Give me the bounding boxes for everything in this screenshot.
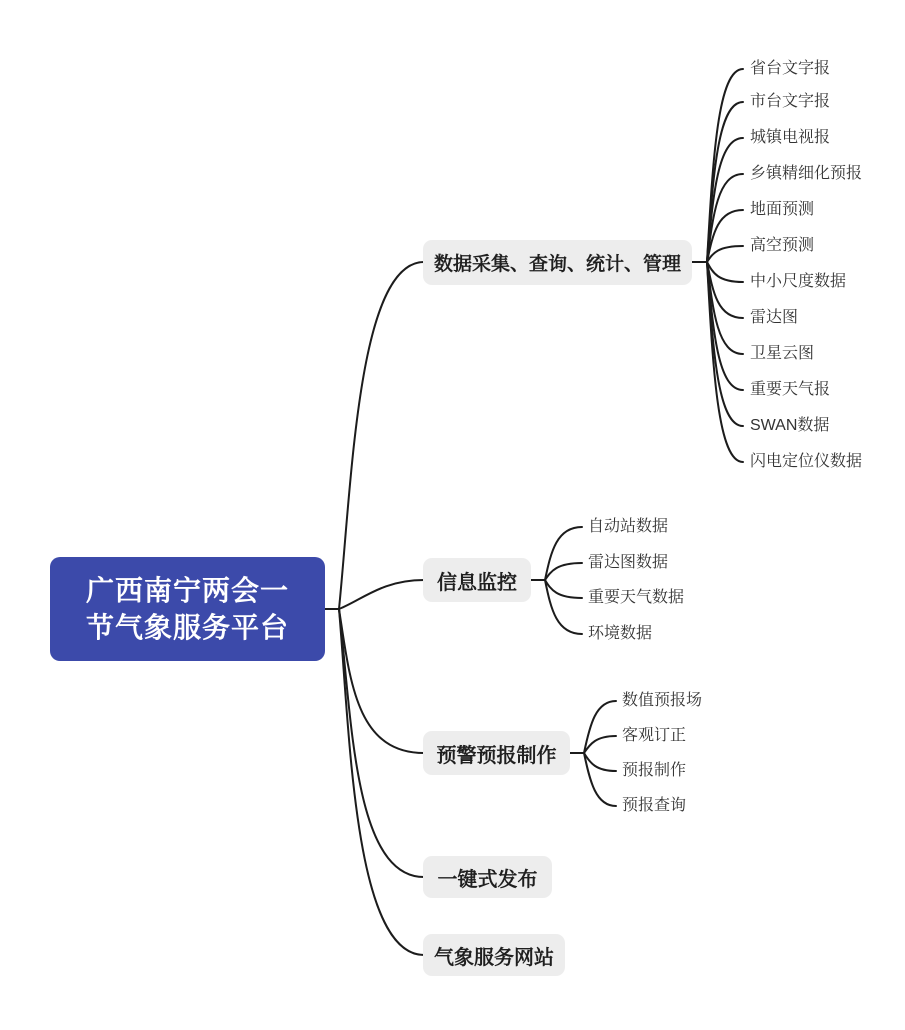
connector-b2-leaf3 xyxy=(545,580,582,598)
branch-node-info-monitoring[interactable]: 信息监控 xyxy=(423,558,531,602)
leaf-node[interactable]: 预报查询 xyxy=(622,797,687,814)
connector-root-branch1 xyxy=(339,262,424,609)
branch-node-weather-website[interactable]: 气象服务网站 xyxy=(423,934,565,976)
leaf-node[interactable]: 自动站数据 xyxy=(588,518,669,535)
root-node[interactable] xyxy=(50,557,325,661)
connector-b3-leaf3 xyxy=(584,753,616,771)
connector-b2-leaf2 xyxy=(545,563,582,580)
connector-b1-leaf12 xyxy=(707,262,743,462)
branch-node-data-management[interactable]: 数据采集、查询、统计、管理 xyxy=(423,240,692,285)
connector-b1-leaf6 xyxy=(707,246,743,262)
leaf-node[interactable]: 雷达图数据 xyxy=(588,554,669,571)
leaf-node[interactable]: 高空预测 xyxy=(750,237,815,254)
branch-node-forecast-production[interactable]: 预警预报制作 xyxy=(423,731,570,775)
leaf-node[interactable]: 中小尺度数据 xyxy=(750,273,847,290)
connector-b1-leaf1 xyxy=(707,69,743,262)
leaf-node[interactable]: 城镇电视报 xyxy=(750,129,831,146)
connector-root-branch4 xyxy=(339,609,424,877)
leaf-node[interactable]: 重要天气数据 xyxy=(588,589,685,606)
root-node-label-line1: 广西南宁两会一 xyxy=(85,575,289,606)
leaf-node[interactable]: 数值预报场 xyxy=(622,692,703,709)
leaf-node[interactable]: 乡镇精细化预报 xyxy=(750,165,863,182)
leaf-node[interactable]: 市台文字报 xyxy=(750,93,831,110)
leaf-node[interactable]: 环境数据 xyxy=(588,625,653,642)
root-node-label-line2: 节气象服务平台 xyxy=(85,612,289,643)
branch-node-one-click-publish[interactable]: 一键式发布 xyxy=(423,856,552,898)
connector-b3-leaf2 xyxy=(584,736,616,753)
leaf-node[interactable]: 重要天气报 xyxy=(750,381,831,398)
leaf-node[interactable]: 省台文字报 xyxy=(750,60,831,77)
leaf-node[interactable]: SWAN数据 xyxy=(750,417,830,434)
leaf-node[interactable]: 地面预测 xyxy=(750,201,815,218)
connector-root-branch5 xyxy=(339,609,424,955)
connector-b1-leaf7 xyxy=(707,262,743,282)
leaf-node[interactable]: 卫星云图 xyxy=(750,345,815,362)
leaf-node[interactable]: 客观订正 xyxy=(622,727,687,744)
leaf-node[interactable]: 雷达图 xyxy=(750,309,799,326)
leaf-node[interactable]: 预报制作 xyxy=(622,762,687,779)
connector-root-branch2 xyxy=(339,580,424,609)
leaf-node[interactable]: 闪电定位仪数据 xyxy=(750,453,863,470)
